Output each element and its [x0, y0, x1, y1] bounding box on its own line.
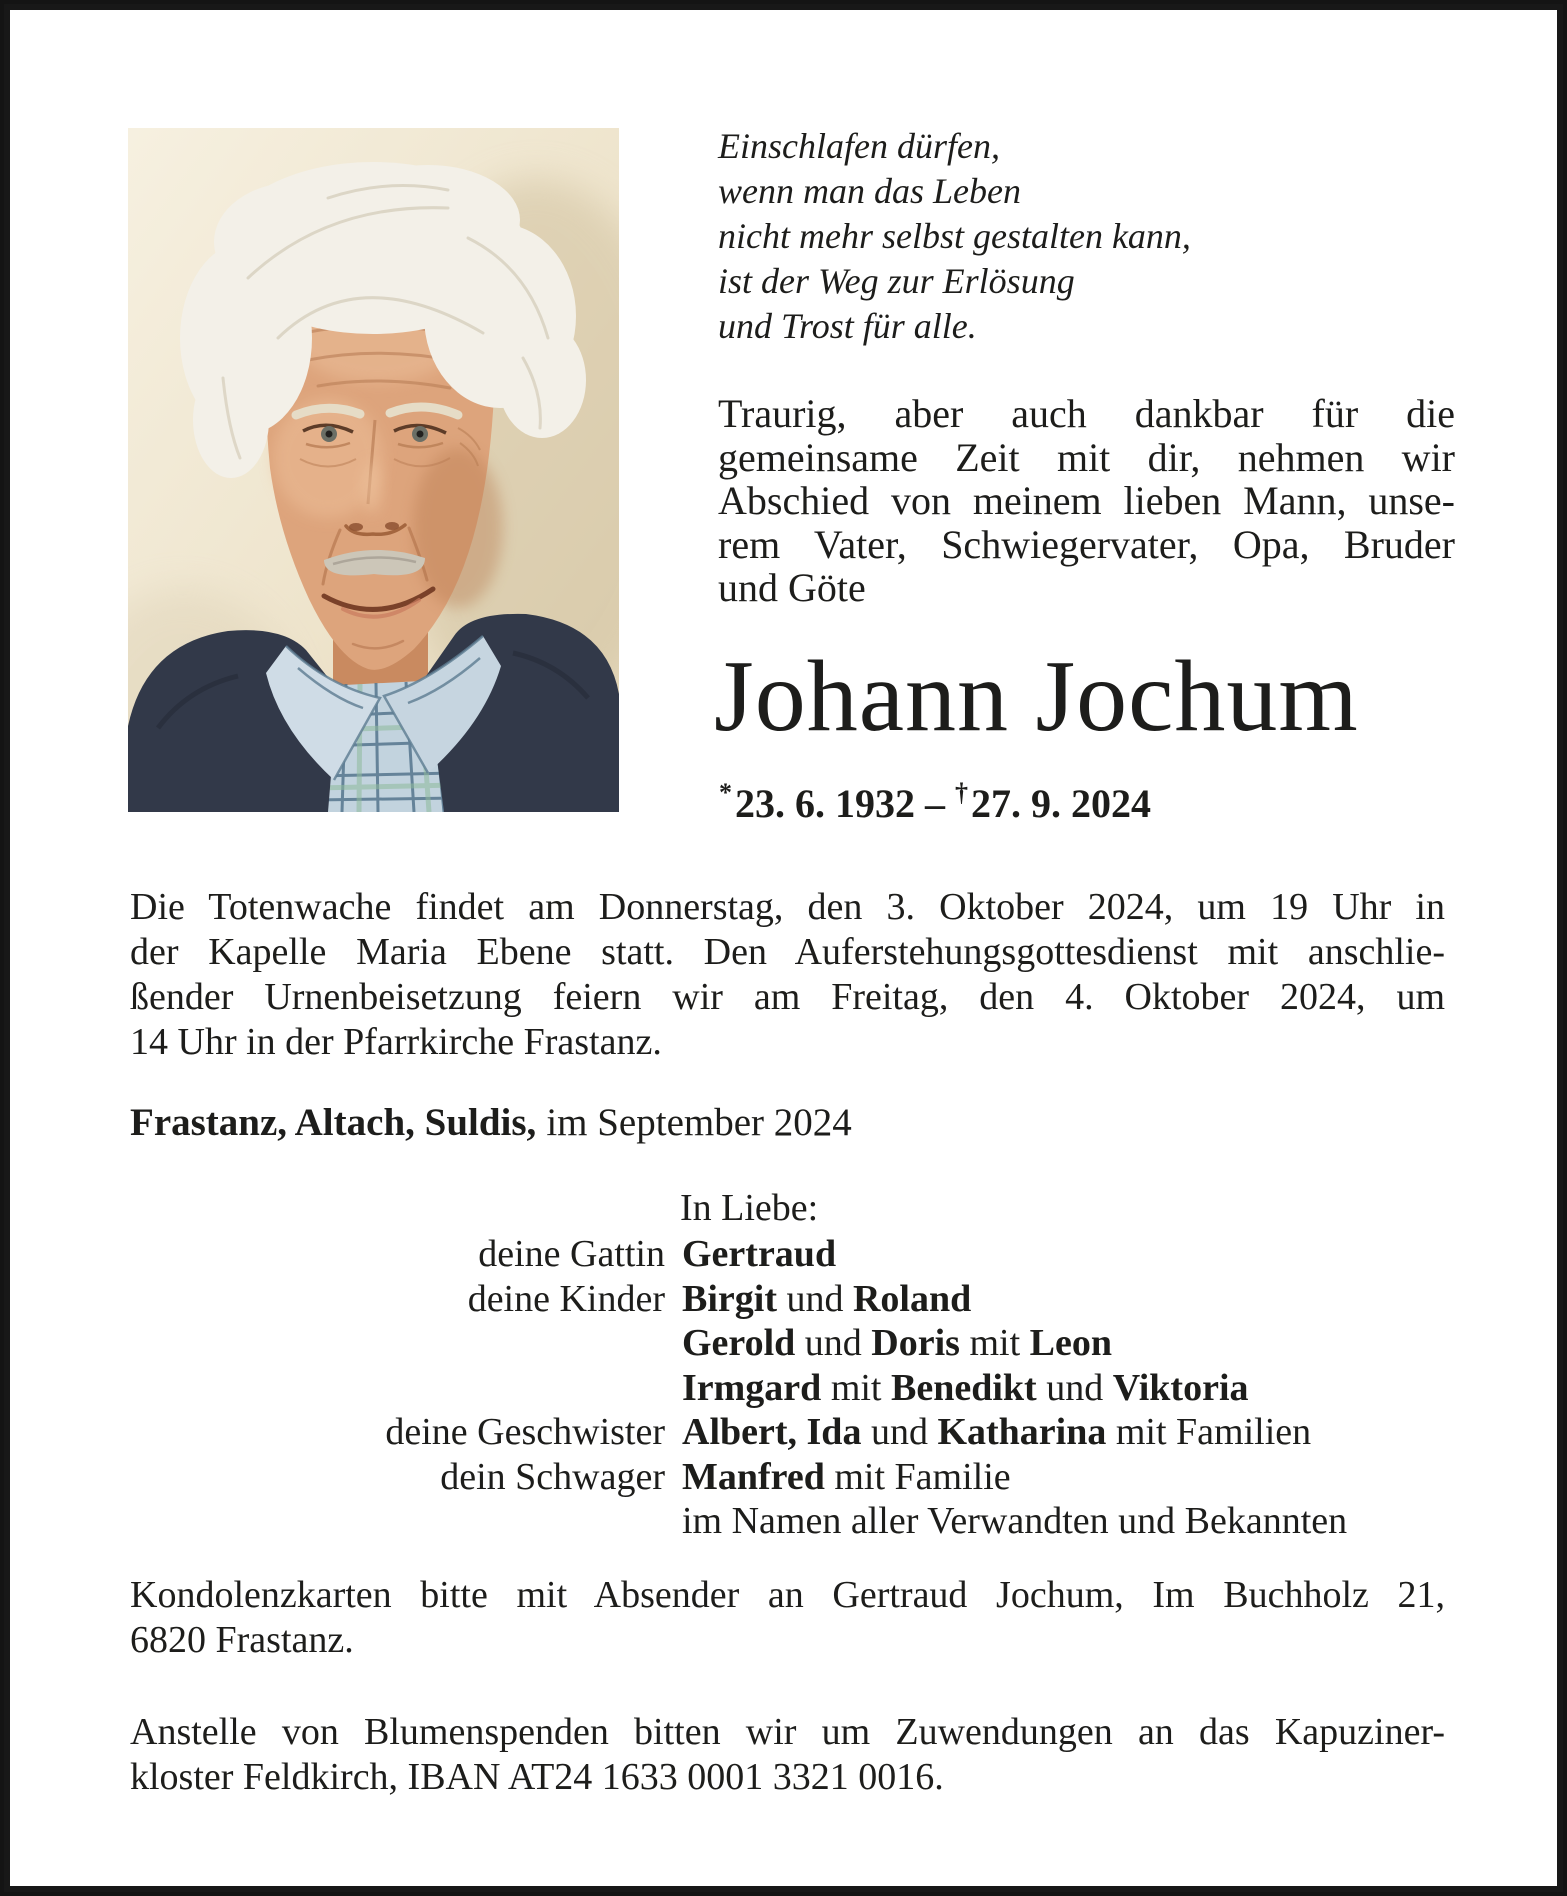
family-names: [682, 1366, 1249, 1411]
family-row: [130, 1410, 1347, 1455]
text-line: Kondolenzkarten bitte mit Absender an Gertraud Jochum, Im Buchholz 21,: [130, 1574, 1445, 1616]
family-name-segment: Gertraud: [682, 1233, 837, 1275]
family-name-segment: Birgit: [682, 1277, 777, 1320]
dates-separator: –: [925, 781, 945, 826]
family-list: [130, 1232, 1347, 1544]
family-name-segment: Roland: [852, 1277, 972, 1320]
text-line: rem Vater, Schwiegervater, Opa, Bruder: [718, 521, 1455, 567]
text-line: ist der Weg zur Erlösung: [718, 261, 1075, 301]
portrait-photo: [128, 128, 619, 812]
death-date: 27. 9. 2024: [971, 781, 1151, 826]
birth-date: 23. 6. 1932: [735, 781, 915, 826]
family-name-segment: Viktoria: [1112, 1366, 1249, 1409]
death-symbol: †: [955, 778, 968, 807]
family-name-segment: Doris: [871, 1322, 960, 1364]
family-name-segment: Benedikt: [891, 1366, 1037, 1409]
text-line: Einschlafen dürfen,: [718, 126, 1000, 166]
condolence-note: [130, 1573, 1445, 1663]
text-line: und Trost für alle.: [718, 306, 977, 346]
birth-symbol: *: [719, 778, 732, 807]
text-line: der Kapelle Maria Ebene statt. Den Auferstehungsgottesdienst mit anschlie-: [130, 931, 1445, 973]
relation-label: deine Geschwister: [385, 1411, 665, 1453]
family-name-segment: Gerold: [682, 1322, 796, 1364]
family-name-segment: Manfred: [682, 1455, 825, 1498]
family-row: [130, 1232, 1347, 1277]
text-line: 14 Uhr in der Pfarrkirche Frastanz.: [130, 1021, 662, 1063]
place-date-line: [130, 1100, 852, 1145]
text-line: kloster Feldkirch, IBAN AT24 1633 0001 3321 0016.: [130, 1756, 944, 1798]
text-line: ßender Urnenbeisetzung feiern wir am Freitag, den 4. Oktober 2024, um: [130, 976, 1445, 1018]
family-name-segment: und: [795, 1322, 872, 1364]
text-line: Traurig, aber auch dankbar für die: [718, 391, 1455, 436]
family-name-segment: im Namen aller Verwandten und Bekannten: [682, 1500, 1348, 1542]
family-row: [130, 1321, 1347, 1366]
relation-label: dein Schwager: [440, 1455, 665, 1498]
family-names: [682, 1277, 971, 1322]
family-row: [130, 1366, 1347, 1411]
family-name-segment: mit: [821, 1366, 891, 1409]
text-line: und Göte: [718, 565, 866, 610]
text-line: gemeinsame Zeit mit dir, nehmen wir: [718, 434, 1455, 480]
family-names: [682, 1499, 1347, 1544]
family-names: [682, 1232, 836, 1277]
relation-label: [130, 1321, 665, 1366]
service-details: [130, 885, 1445, 1065]
family-names: [682, 1321, 1112, 1366]
deceased-name: Johann Jochum: [714, 640, 1359, 753]
family-name-segment: mit Familie: [824, 1455, 1011, 1498]
relation-label: [130, 1499, 665, 1544]
family-name-segment: und: [776, 1277, 853, 1320]
relation-label: deine Gattin: [478, 1233, 665, 1275]
place-names: Frastanz, Altach, Suldis,: [130, 1101, 537, 1144]
family-name-segment: mit: [959, 1322, 1030, 1364]
family-row: [130, 1499, 1347, 1544]
relation-label: deine Kinder: [467, 1277, 665, 1320]
donation-note: [130, 1710, 1445, 1800]
text-line: Anstelle von Blumenspenden bitten wir um Zuwendungen an das Kapuziner-: [130, 1711, 1445, 1753]
family-name-segment: Leon: [1029, 1322, 1112, 1364]
family-name-segment: und: [861, 1411, 938, 1453]
memorial-verse: [718, 124, 1191, 349]
family-row: [130, 1277, 1347, 1322]
family-name-segment: Irmgard: [682, 1366, 822, 1409]
text-line: Abschied von meinem lieben Mann, unse-: [718, 478, 1455, 523]
text-line: nicht mehr selbst gestalten kann,: [718, 216, 1191, 256]
closing-salutation: In Liebe:: [680, 1187, 819, 1229]
family-names: [682, 1410, 1311, 1455]
family-name-segment: mit Familien: [1106, 1411, 1312, 1453]
portrait-illustration: [128, 128, 619, 812]
dateline-date: im September 2024: [546, 1101, 852, 1144]
family-name-segment: und: [1036, 1366, 1113, 1409]
family-name-segment: Katharina: [937, 1411, 1107, 1453]
farewell-text: [718, 392, 1455, 610]
text-line: 6820 Frastanz.: [130, 1619, 354, 1661]
family-row: [130, 1455, 1347, 1500]
text-line: wenn man das Leben: [718, 171, 1021, 211]
family-names: [682, 1455, 1011, 1500]
relation-label: [130, 1366, 665, 1411]
text-line: Die Totenwache findet am Donnerstag, den 3. Oktober 2024, um 19 Uhr in: [130, 886, 1445, 928]
life-dates: [719, 778, 1151, 827]
family-name-segment: Albert, Ida: [682, 1411, 862, 1453]
